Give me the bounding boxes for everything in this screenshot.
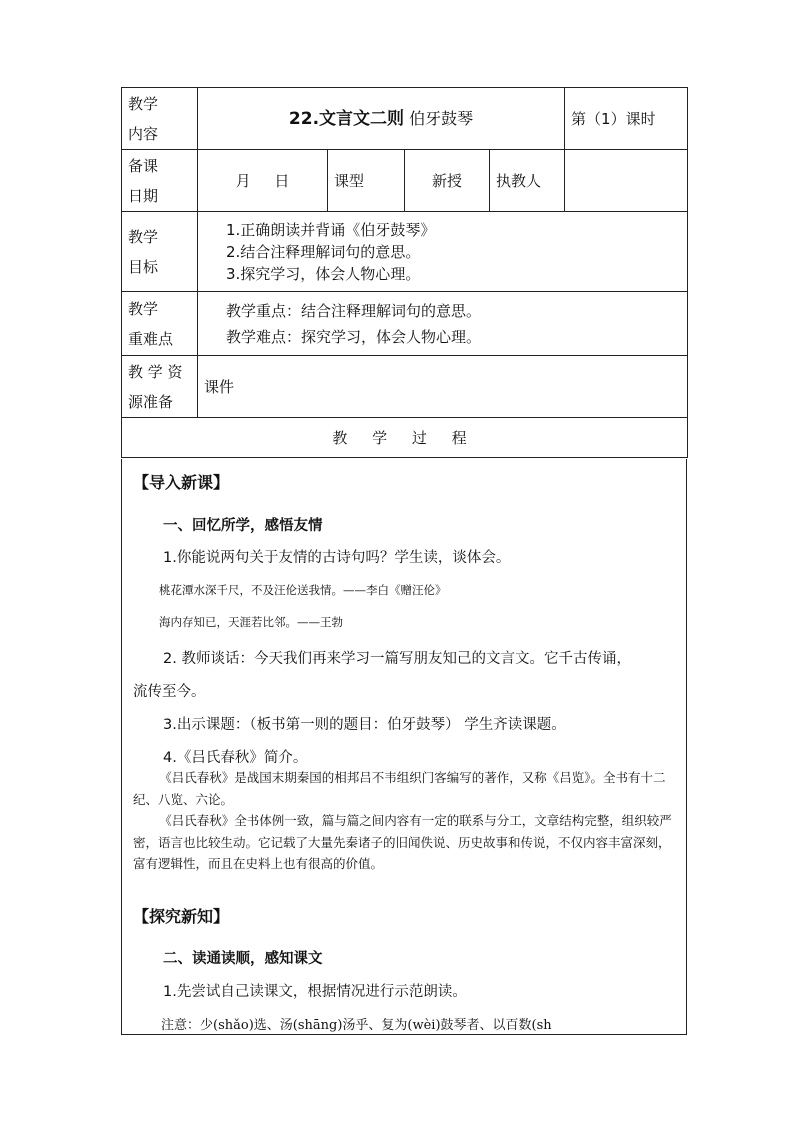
goals-label: 教学 目标: [122, 212, 198, 292]
poem-line-2: 海内存知已，天涯若比邻。——王勃: [159, 615, 343, 629]
paragraph-2a: 2. 教师谈话：今天我们再来学习一篇写朋友知己的文言文。它千古传诵，: [163, 651, 631, 667]
goal-item: 3.探究学习，体会人物心理。: [226, 264, 421, 283]
intro-paragraph-2: 《吕氏春秋》全书体例一致，篇与篇之间内容有一定的联系与分工，文章结构完整，组织较严密，语言也比较生动。它记载了大量先秦诸子的旧闻佚说、历史故事和传说，不仅内容丰富深刻，富有逻辑性，而且在史料上也有很高的价值。: [133, 813, 672, 871]
key-points-label: 教学 重难点: [122, 292, 198, 356]
pronunciation-note: 注意：少(shǎo)选、汤(shāng)汤乎、复为(wèi)鼓琴者、以百数(sh: [161, 1018, 552, 1033]
intro-paragraph-1: 《吕氏春秋》是战国末期秦国的相邦吕不韦组织门客编写的著作，又称《吕览》。全书有十二纪、八览、六论。: [133, 770, 666, 807]
goal-item: 1.正确朗读并背诵《伯牙鼓琴》: [226, 220, 436, 239]
row-key-points: [122, 292, 688, 356]
date-value: 月 日: [198, 150, 328, 212]
type-value: 新授: [405, 150, 490, 212]
resources-value: 课件: [198, 356, 688, 418]
paragraph-3: 3.出示课题：（板书第一则的题目：伯牙鼓琴） 学生齐读课题。: [163, 717, 566, 733]
row-process: [122, 418, 688, 458]
paragraph-5: 1.先尝试自己读课文，根据情况进行示范朗读。: [163, 984, 467, 1000]
goal-item: 2.结合注释理解词句的意思。: [226, 242, 421, 261]
paragraph-2b: 流传至今。: [133, 684, 206, 700]
row-goals: [122, 212, 688, 292]
teacher-value: [565, 150, 688, 212]
key-point-item: 教学难点：探究学习，体会人物心理。: [226, 327, 482, 346]
section-heading-intro: 【导入新课】: [133, 473, 230, 492]
poem-line-1: 桃花潭水深千尺，不及汪伦送我情。——李白《赠汪伦》: [159, 583, 447, 597]
goals-list: [198, 212, 688, 292]
sub-heading-reading: 二、读通读顺，感知课文: [163, 951, 323, 967]
key-points-list: [198, 292, 688, 356]
lesson-plan-table: [121, 87, 688, 458]
process-label: 教 学 过 程: [122, 418, 688, 458]
resources-label: 教 学 资 源准备: [122, 356, 198, 418]
sub-heading-recall: 一、回忆所学，感悟友情: [163, 518, 323, 534]
row-content: [122, 88, 688, 150]
date-label: 备课 日期: [122, 150, 198, 212]
section-heading-explore: 【探究新知】: [133, 907, 230, 926]
key-point-item: 教学重点：结合注释理解词句的意思。: [226, 301, 482, 320]
row-date: [122, 150, 688, 212]
paragraph-4: 4.《吕氏春秋》简介。: [163, 750, 308, 766]
lesson-title: 22.文言文二则 伯牙鼓琴: [198, 88, 565, 150]
type-label: 课型: [328, 150, 405, 212]
teacher-label: 执教人: [490, 150, 565, 212]
content-label: 教学 内容: [122, 88, 198, 150]
period-cell: 第（1）课时: [565, 88, 688, 150]
paragraph-1: 1.你能说两句关于友情的古诗句吗？学生读，谈体会。: [163, 550, 511, 566]
row-resources: [122, 356, 688, 418]
